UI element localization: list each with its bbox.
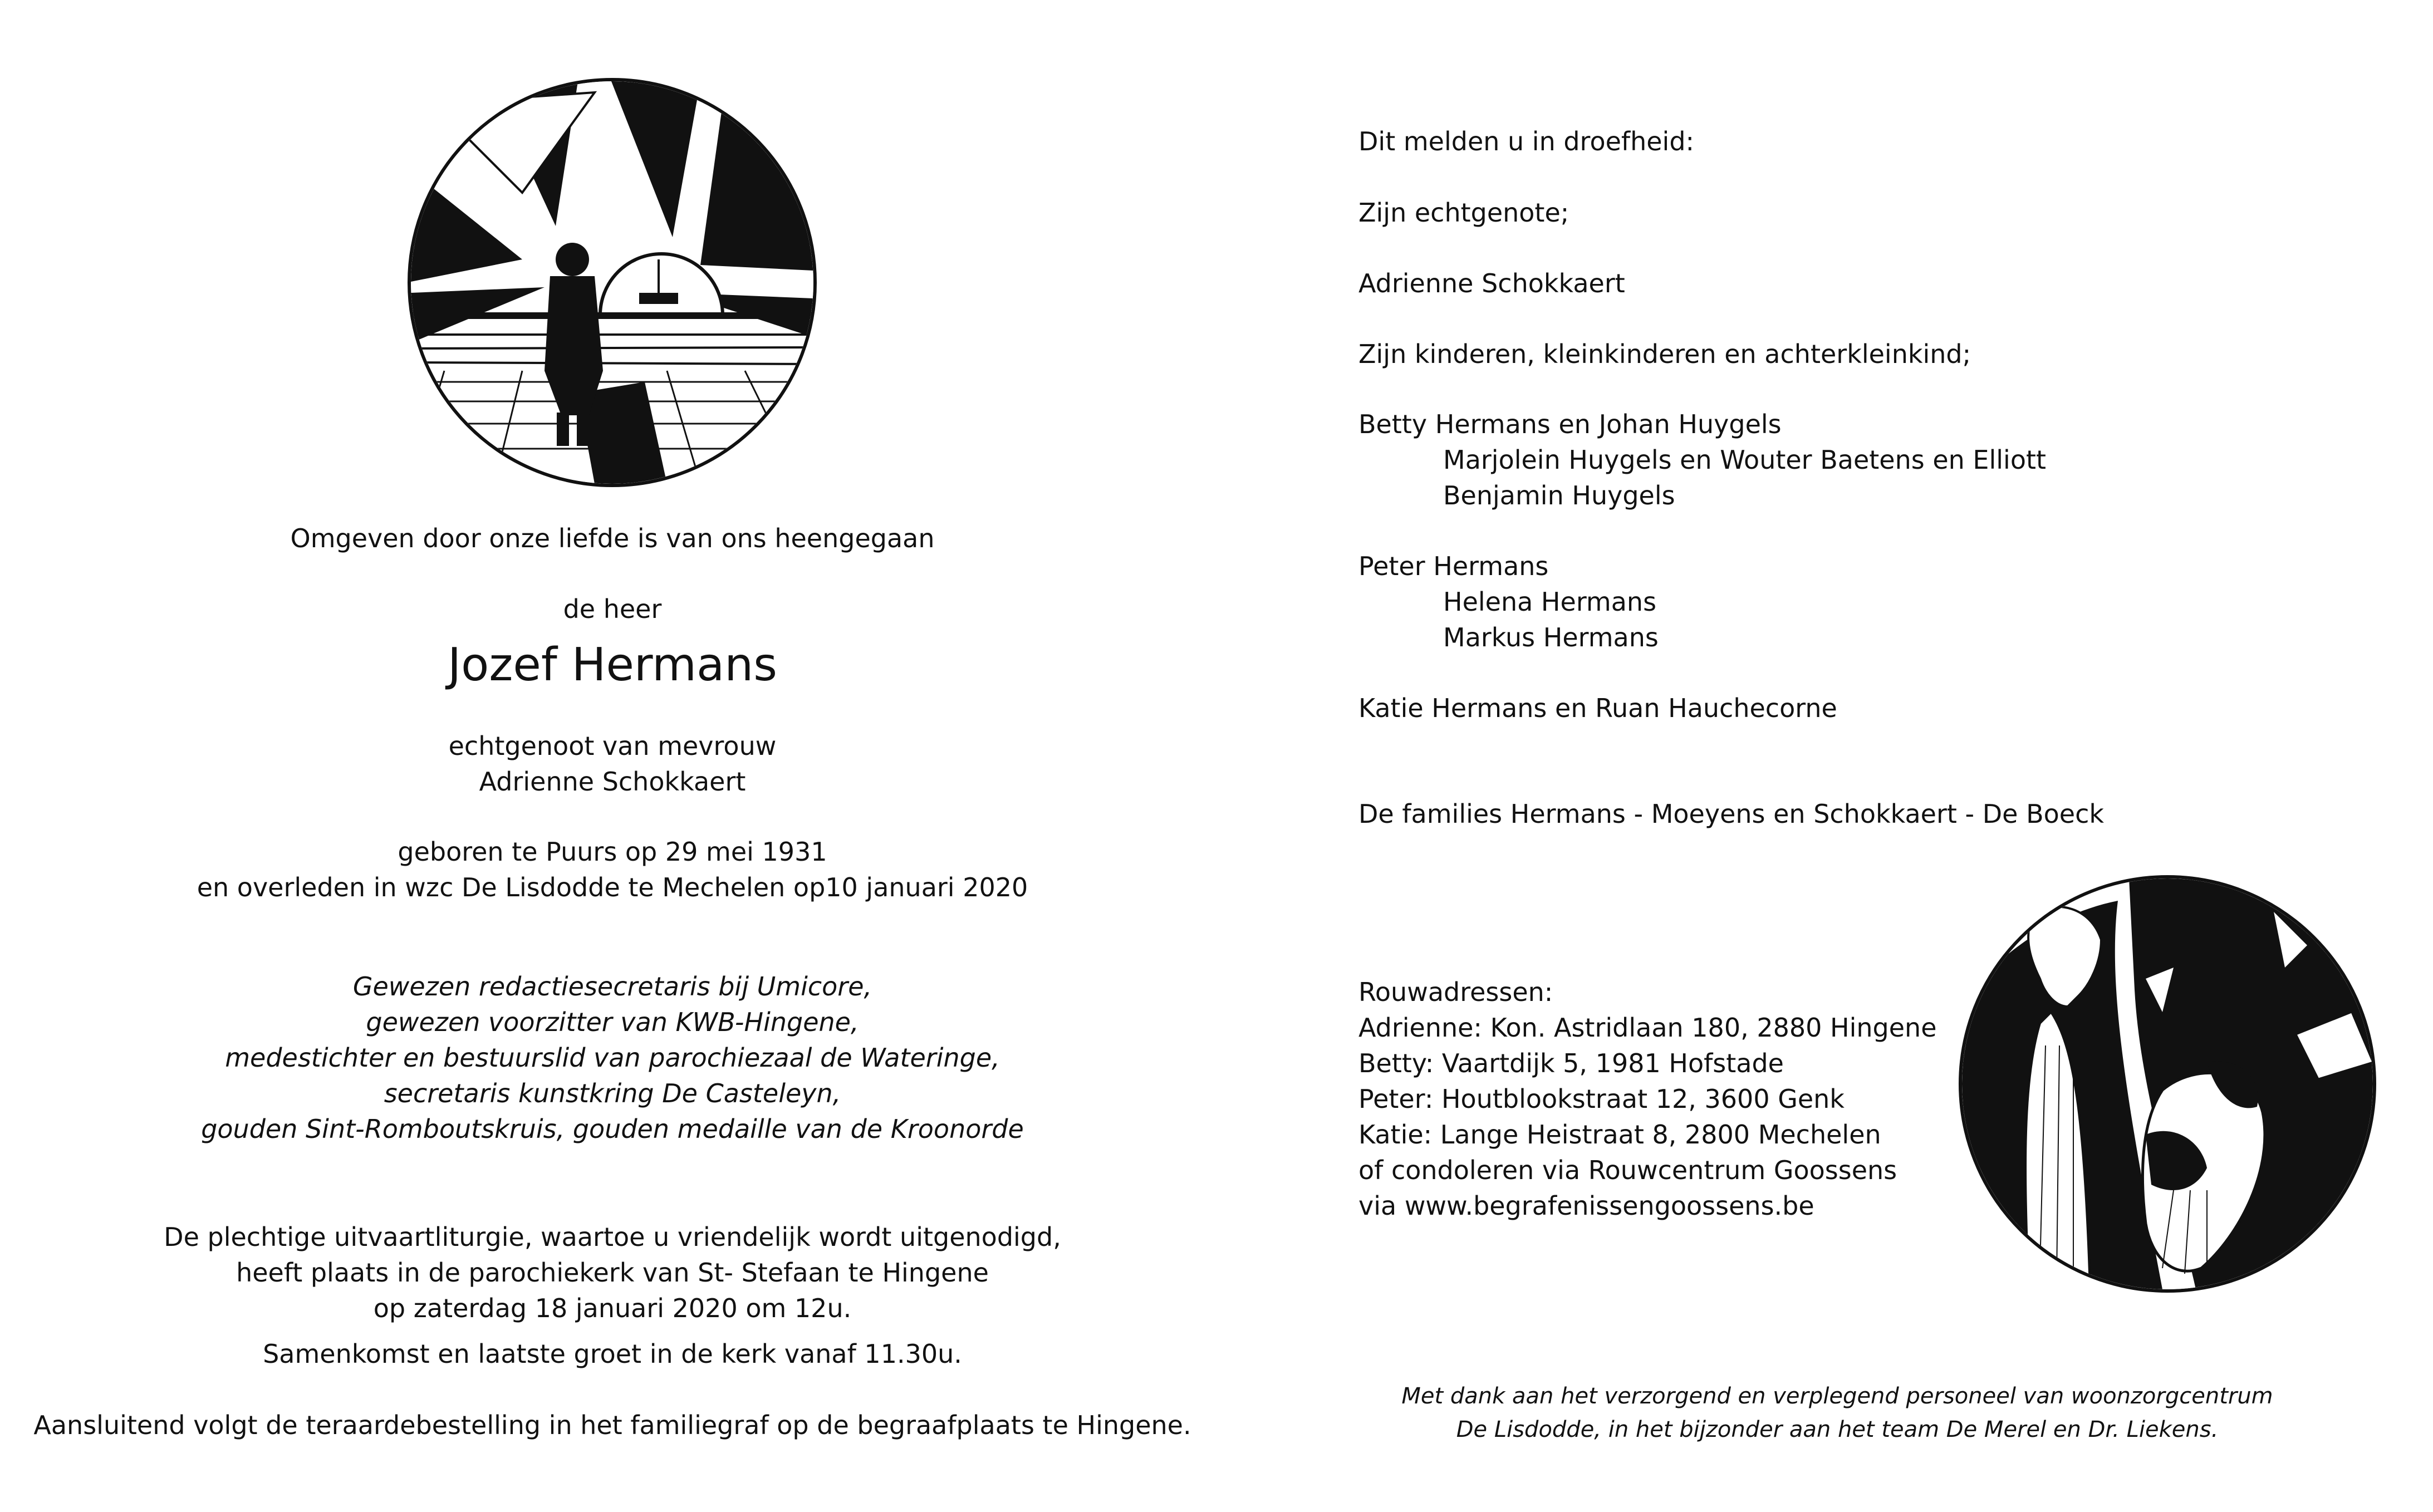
spouse-block <box>0 728 1225 799</box>
address-line: Adrienne: Kon. Astridlaan 180, 2880 Hingene <box>1358 1013 1937 1043</box>
thanks-line: De Lisdodde, in het bijzonder aan het team De Merel en Dr. Liekens. <box>1456 1417 2219 1442</box>
ceremony-line: heeft plaats in de parochiekerk van St- Stefaan te Hingene <box>236 1258 989 1288</box>
website-line: via www.begrafenissengoossens.be <box>1358 1191 1814 1221</box>
family-betty <box>1358 406 2046 513</box>
right-panel <box>1225 0 2433 1512</box>
addresses-block <box>1358 974 1937 1224</box>
extended-families: De families Hermans - Moeyens en Schokkaert - De Boeck <box>1358 799 2105 829</box>
birth-death-block <box>0 834 1225 905</box>
family-peter <box>1358 548 1659 655</box>
illustration-seascape <box>408 78 817 487</box>
family-member: Helena Hermans <box>1443 587 1657 617</box>
birth-line: geboren te Puurs op 29 mei 1931 <box>398 837 827 867</box>
death-line: en overleden in wzc De Lisdodde te Mechelen op10 januari 2020 <box>197 872 1028 902</box>
spouse-line: echtgenoot van mevrouw <box>448 731 777 761</box>
deceased-name: Jozef Hermans <box>448 639 777 691</box>
address-line: Betty: Vaartdijk 5, 1981 Hofstade <box>1358 1048 1784 1078</box>
family-head: Peter Hermans <box>1358 551 1549 581</box>
family-head: Betty Hermans en Johan Huygels <box>1358 409 1782 439</box>
role-line: medestichter en bestuurslid van parochiezaal de Wateringe, <box>225 1043 1000 1073</box>
family-member: Benjamin Huygels <box>1443 480 1675 510</box>
meeting-line: Samenkomst en laatste groet in de kerk vanaf 11.30u. <box>263 1339 962 1369</box>
family-katie: Katie Hermans en Ruan Hauchecorne <box>1358 693 1837 723</box>
spouse-name: Adrienne Schokkaert <box>1358 268 1625 298</box>
address-line: Katie: Lange Heistraat 8, 2800 Mechelen <box>1358 1120 1881 1150</box>
thanks-note <box>1364 1380 2311 1446</box>
addresses-label: Rouwadressen: <box>1358 977 1553 1007</box>
role-line: gouden Sint-Romboutskruis, gouden medaille van de Kroonorde <box>201 1114 1024 1144</box>
address-line: Peter: Houtblookstraat 12, 3600 Genk <box>1358 1084 1845 1114</box>
intro-line: Omgeven door onze liefde is van ons heengegaan <box>290 523 935 553</box>
address-line: of condoleren via Rouwcentrum Goossens <box>1358 1155 1897 1185</box>
spouse-label: Zijn echtgenote; <box>1358 198 1569 228</box>
role-line: secretaris kunstkring De Casteleyn, <box>384 1078 841 1108</box>
illustration-embrace <box>1959 875 2376 1293</box>
seascape-drawing <box>411 81 813 484</box>
ceremony-line: De plechtige uitvaartliturgie, waartoe u vriendelijk wordt uitgenodigd, <box>164 1222 1061 1252</box>
children-label: Zijn kinderen, kleinkinderen en achterkleinkind; <box>1358 339 1971 369</box>
thanks-line: Met dank aan het verzorgend en verplegend personeel van woonzorgcentrum <box>1401 1383 2273 1409</box>
spouse-name: Adrienne Schokkaert <box>479 767 746 797</box>
title-prefix: de heer <box>563 594 662 624</box>
roles-block <box>0 969 1225 1147</box>
announce-line: Dit melden u in droefheid: <box>1358 126 1695 156</box>
embrace-drawing <box>1962 878 2373 1289</box>
role-line: gewezen voorzitter van KWB-Hingene, <box>366 1007 859 1037</box>
role-line: Gewezen redactiesecretaris bij Umicore, <box>352 971 872 1002</box>
burial-line: Aansluitend volgt de teraardebestelling in het familiegraf op de begraafplaats te Hingene. <box>33 1410 1191 1440</box>
family-member: Marjolein Huygels en Wouter Baetens en Elliott <box>1443 445 2047 475</box>
ceremony-line: op zaterdag 18 januari 2020 om 12u. <box>373 1293 852 1323</box>
ceremony-block <box>0 1219 1225 1326</box>
family-member: Markus Hermans <box>1443 622 1659 652</box>
